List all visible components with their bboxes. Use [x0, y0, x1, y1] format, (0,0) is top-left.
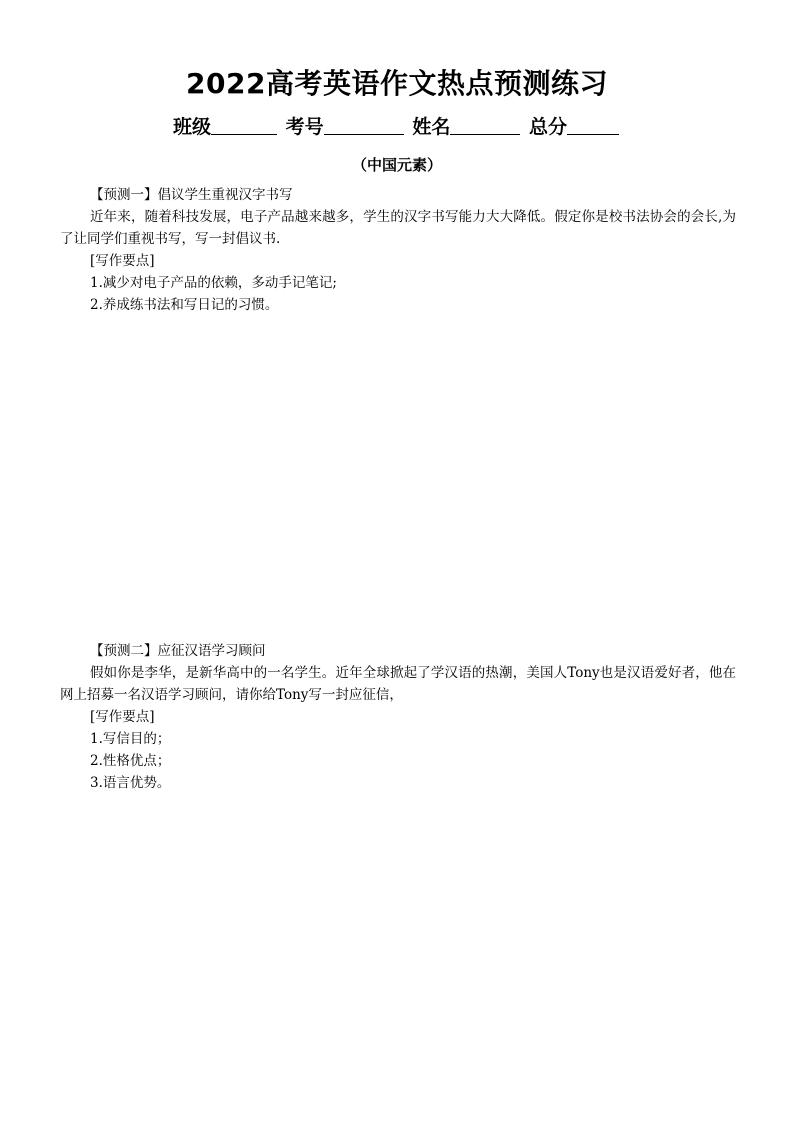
- page-title: 2022高考英语作文热点预测练习: [186, 67, 608, 100]
- points-label: [写作要点]: [90, 709, 155, 725]
- name-blank: [450, 116, 520, 135]
- section-paragraph: 近年来，随着科技发展，电子产品越来越多，学生的汉字书写能力大大降低。假定你是校书法协会的会长,为了让同学们重视书写，写一封倡议书.: [60, 209, 736, 247]
- writing-point: 1.写信目的；: [90, 731, 171, 747]
- class-blank: [211, 116, 277, 135]
- exam-no-blank: [324, 116, 404, 135]
- student-info-line: [0, 112, 794, 139]
- writing-point: 1.减少对电子产品的依赖，多动手记笔记;: [90, 275, 337, 291]
- score-label: 总分: [528, 116, 567, 138]
- section-heading: 【预测二】应征汉语学习顾问: [90, 643, 266, 659]
- prediction-section-2: [60, 640, 736, 794]
- name-label: 姓名: [412, 116, 451, 138]
- section-paragraph: 假如你是李华，是新华高中的一名学生。近年全球掀起了学汉语的热潮，美国人Tony也是汉语爱好者，他在网上招募一名汉语学习顾问，请你给Tony写一封应征信，: [60, 665, 736, 703]
- points-label: [写作要点]: [90, 253, 155, 269]
- writing-point: 3.语言优势。: [90, 775, 171, 791]
- writing-point: 2.性格优点；: [90, 753, 171, 769]
- page-subtitle: （中国元素）: [351, 156, 442, 174]
- class-label: 班级: [173, 116, 212, 138]
- exam-no-label: 考号: [285, 116, 324, 138]
- writing-point: 2.养成练书法和写日记的习惯。: [90, 297, 279, 313]
- score-blank: [567, 116, 619, 135]
- section-heading: 【预测一】倡议学生重视汉字书写: [90, 187, 293, 203]
- prediction-section-1: [60, 184, 736, 316]
